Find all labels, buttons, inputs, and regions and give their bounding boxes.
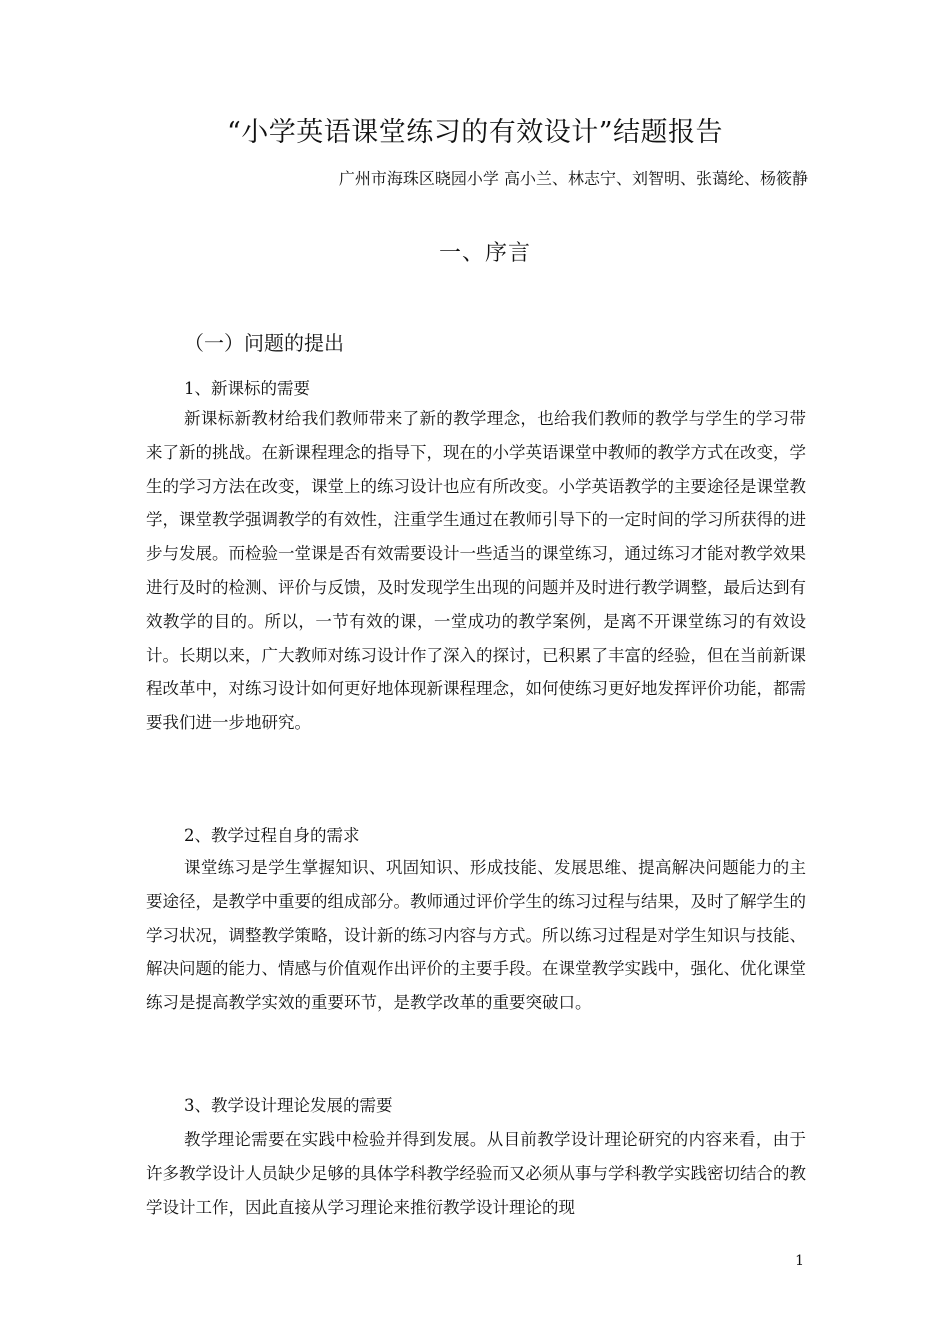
item-heading-3: 3、教学设计理论发展的需要 (184, 1096, 393, 1115)
section-heading: 一、序言 (438, 241, 531, 266)
page-number: 1 (795, 1253, 804, 1269)
paragraph-2: 课堂练习是学生掌握知识、巩固知识、形成技能、发展思维、提高解决问题能力的主要途径，是教学中重要的组成部分。教师通过评价学生的练习过程与结果，及时了解学生的学习状况，调整教学策略，设计新的练习内容与方式。所以练习过程是对学生知识与技能、解决问题的能力、情感与价值观作出评价的主要手段。在课堂教学实践中，强化、优化课堂练习是提高教学实效的重要环节，是教学改革的重要突破口。 (146, 858, 806, 1013)
item-heading-1: 1、新课标的需要 (184, 379, 310, 398)
item-heading-2: 2、教学过程自身的需求 (184, 826, 360, 845)
author-line: 广州市海珠区晓园小学 高小兰、林志宁、刘智明、张蔼纶、杨筱静 (338, 169, 808, 188)
paragraph-3: 教学理论需要在实践中检验并得到发展。从目前教学设计理论研究的内容来看，由于许多教学设计人员缺少足够的具体学科教学经验而又必须从事与学科教学实践密切结合的教学设计工作，因此直接从学习理论来推衍教学设计理论的现 (146, 1130, 806, 1217)
document-title: “小学英语课堂练习的有效设计”结题报告 (226, 117, 724, 148)
subsection-heading: （一）问题的提出 (184, 331, 344, 355)
paragraph-1: 新课标新教材给我们教师带来了新的教学理念，也给我们教师的教学与学生的学习带来了新的挑战。在新课程理念的指导下，现在的小学英语课堂中教师的教学方式在改变，学生的学习方法在改变，课堂上的练习设计也应有所改变。小学英语教学的主要途径是课堂教学，课堂教学强调教学的有效性，注重学生通过在教师引导下的一定时间的学习所获得的进步与发展。而检验一堂课是否有效需要设计一些适当的课堂练习，通过练习才能对教学效果进行及时的检测、评价与反馈，及时发现学生出现的问题并及时进行教学调整，最后达到有效教学的目的。所以，一节有效的课，一堂成功的教学案例，是离不开课堂练习的有效设计。长期以来，广大教师对练习设计作了深入的探讨，已积累了丰富的经验，但在当前新课程改革中，对练习设计如何更好地体现新课程理念，如何使练习更好地发挥评价功能，都需要我们进一步地研究。 (146, 409, 806, 733)
